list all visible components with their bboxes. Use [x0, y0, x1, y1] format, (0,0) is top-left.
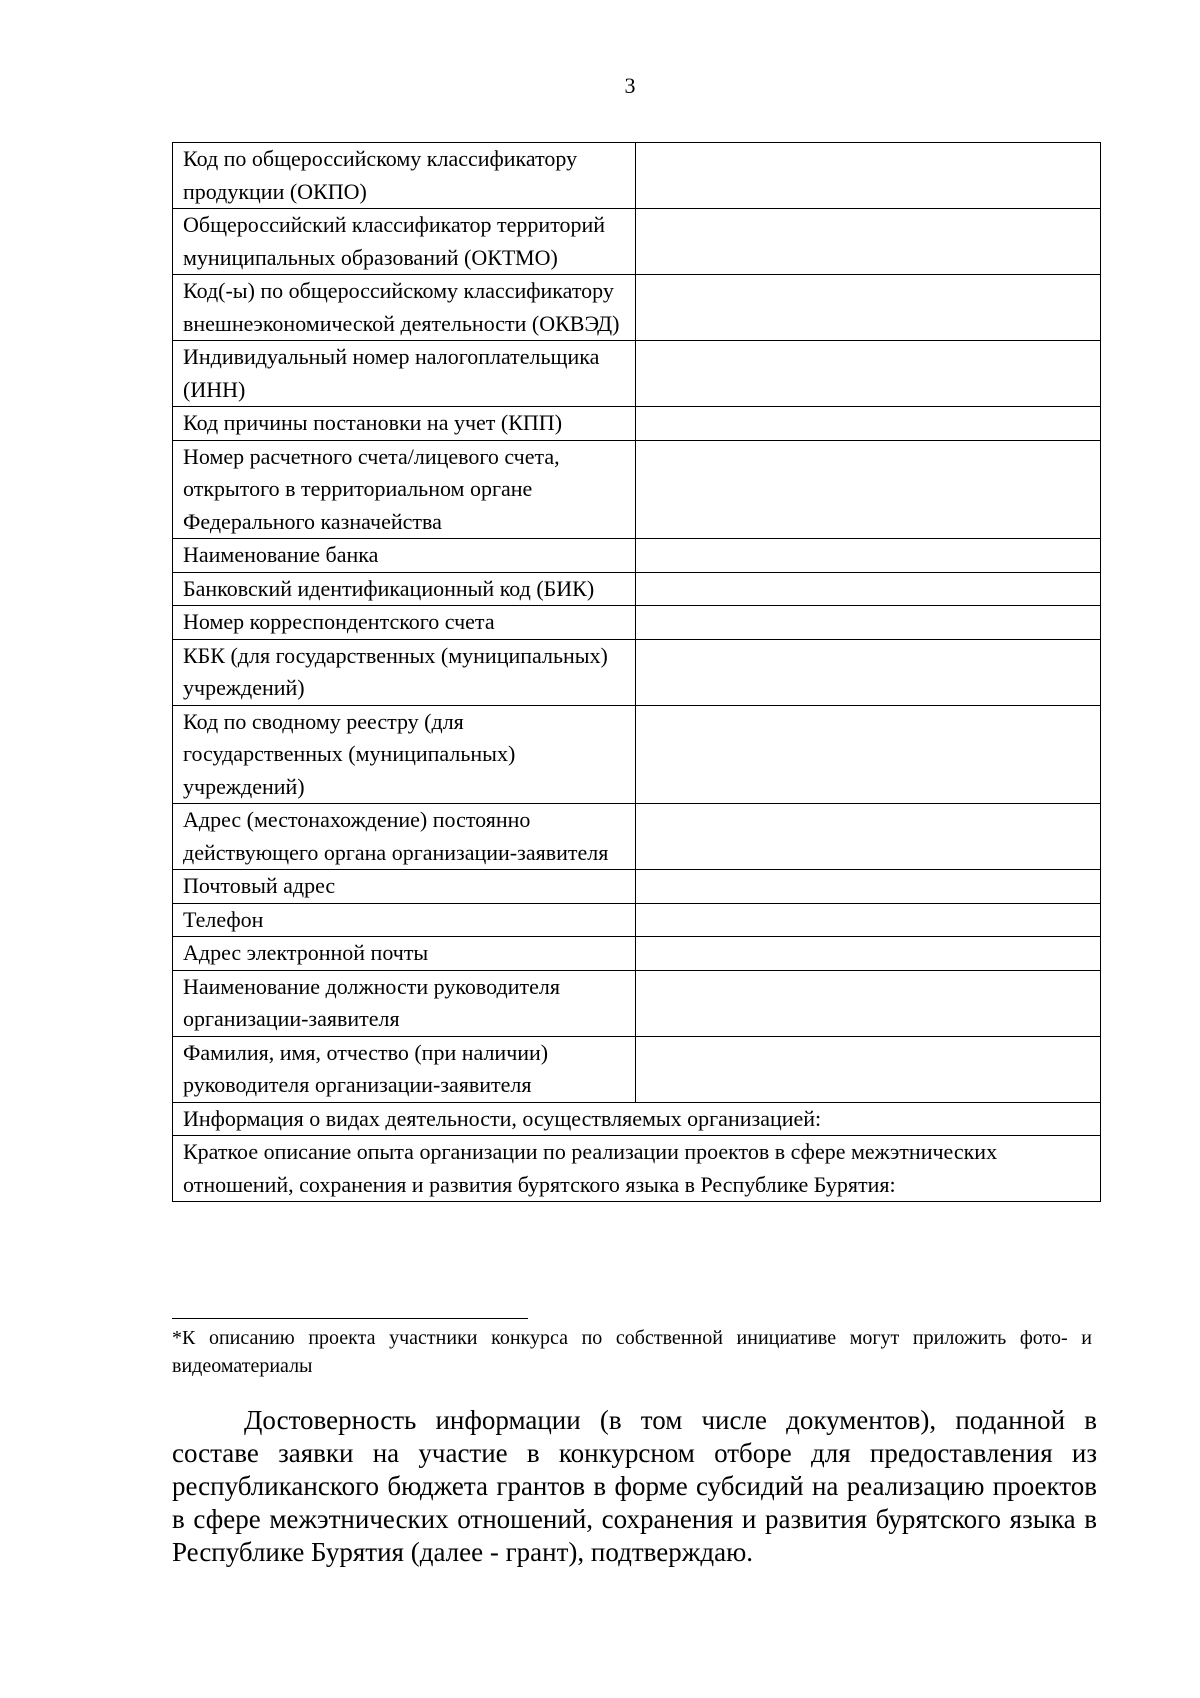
confirmation-paragraph: Достоверность информации (в том числе документов), поданной в составе заявки на участие в конкурсном отборе для предоставления из республиканского бюджета грантов в форме субсидий на реализацию проектов в сфере межэтнических отношений, сохранения и развития бурятского языка в Республике Бурятия (далее - грант), подтверждаю. [172, 1405, 1097, 1567]
row-value-correspondent-account[interactable] [636, 606, 1101, 640]
row-value-head-position[interactable] [636, 970, 1101, 1036]
row-label-consolidated-register-code: Код по сводному реестру (для государственных (муниципальных) учреждений) [173, 705, 636, 804]
row-value-bik[interactable] [636, 572, 1101, 606]
table-row [173, 705, 1101, 804]
row-label-bank-name: Наименование банка [173, 539, 636, 573]
table-row [173, 639, 1101, 705]
row-label-account-number: Номер расчетного счета/лицевого счета, открытого в территориальном органе Федерального казначейства [173, 440, 636, 539]
footnote-divider [172, 1318, 528, 1319]
table-row [173, 407, 1101, 441]
row-value-kbk[interactable] [636, 639, 1101, 705]
row-label-head-position: Наименование должности руководителя организации-заявителя [173, 970, 636, 1036]
table-row [173, 1102, 1101, 1136]
table-row [173, 209, 1101, 275]
row-label-correspondent-account: Номер корреспондентского счета [173, 606, 636, 640]
table-row [173, 1036, 1101, 1102]
row-value-bank-name[interactable] [636, 539, 1101, 573]
row-value-postal-address[interactable] [636, 870, 1101, 904]
row-label-legal-address: Адрес (местонахождение) постоянно действующего органа организации-заявителя [173, 804, 636, 870]
row-value-account-number[interactable] [636, 440, 1101, 539]
row-label-kpp: Код причины постановки на учет (КПП) [173, 407, 636, 441]
row-value-consolidated-register-code[interactable] [636, 705, 1101, 804]
page-number: 3 [624, 73, 636, 98]
footnote: *К описанию проекта участники конкурса по собственной инициативе могут приложить фото- и видеоматериалы [172, 1327, 1092, 1377]
table-row [173, 440, 1101, 539]
table-row [173, 572, 1101, 606]
row-value-email[interactable] [636, 937, 1101, 971]
row-label-email: Адрес электронной почты [173, 937, 636, 971]
row-value-phone[interactable] [636, 903, 1101, 937]
organization-info-table [172, 142, 1101, 1202]
row-label-kbk: КБК (для государственных (муниципальных) учреждений) [173, 639, 636, 705]
row-value-kpp[interactable] [636, 407, 1101, 441]
table-row [173, 937, 1101, 971]
row-activities-info: Информация о видах деятельности, осуществляемых организацией: [173, 1102, 1101, 1136]
table-row [173, 606, 1101, 640]
row-label-phone: Телефон [173, 903, 636, 937]
row-label-inn: Индивидуальный номер налогоплательщика (ИНН) [173, 341, 636, 407]
row-label-okved: Код(-ы) по общероссийскому классификатору внешнеэкономической деятельности (ОКВЭД) [173, 275, 636, 341]
row-value-okved[interactable] [636, 275, 1101, 341]
row-label-head-full-name: Фамилия, имя, отчество (при наличии) руководителя организации-заявителя [173, 1036, 636, 1102]
row-value-oktmo[interactable] [636, 209, 1101, 275]
row-label-oktmo: Общероссийский классификатор территорий муниципальных образований (ОКТМО) [173, 209, 636, 275]
table-row [173, 970, 1101, 1036]
row-value-legal-address[interactable] [636, 804, 1101, 870]
table-row [173, 143, 1101, 209]
row-experience-description: Краткое описание опыта организации по реализации проектов в сфере межэтнических отношений, сохранения и развития бурятского языка в Республике Бурятия: [173, 1136, 1101, 1202]
row-label-bik: Банковский идентификационный код (БИК) [173, 572, 636, 606]
table-row [173, 341, 1101, 407]
row-label-okpo: Код по общероссийскому классификатору продукции (ОКПО) [173, 143, 636, 209]
row-value-okpo[interactable] [636, 143, 1101, 209]
table-row [173, 275, 1101, 341]
table-row [173, 539, 1101, 573]
table-row [173, 870, 1101, 904]
row-value-inn[interactable] [636, 341, 1101, 407]
table-row [173, 1136, 1101, 1202]
row-label-postal-address: Почтовый адрес [173, 870, 636, 904]
table-row [173, 804, 1101, 870]
table-row [173, 903, 1101, 937]
row-value-head-full-name[interactable] [636, 1036, 1101, 1102]
